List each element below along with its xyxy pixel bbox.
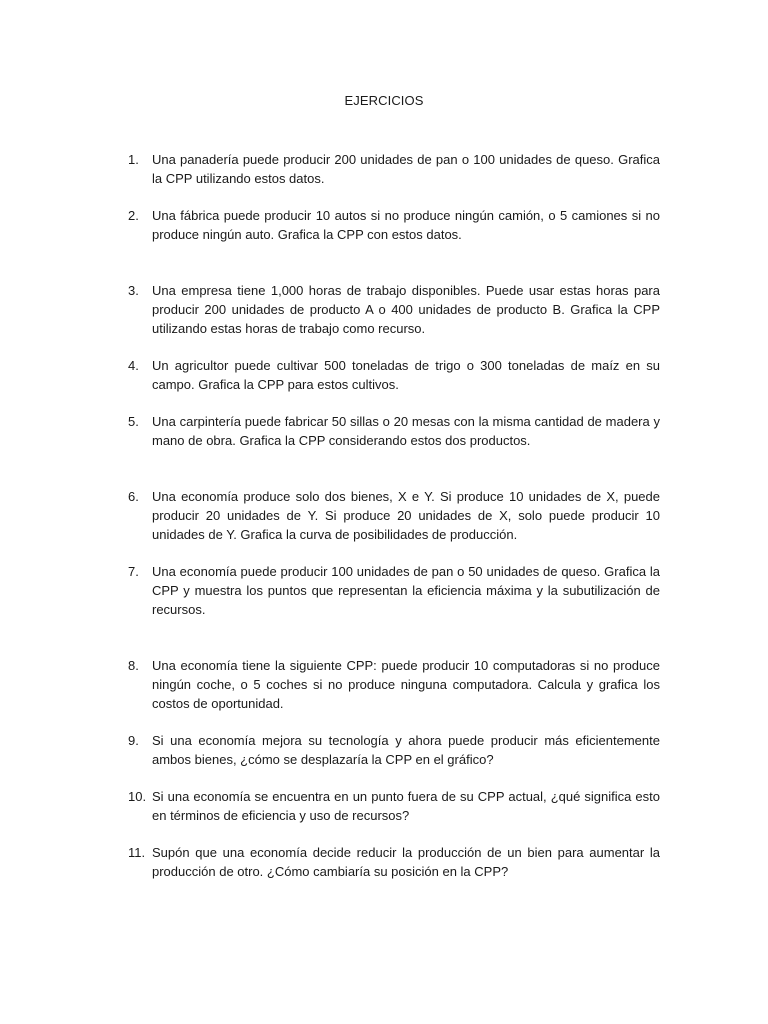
exercise-text: Una fábrica puede producir 10 autos si no produce ningún camión, o 5 camiones si no produce ningún auto. Grafica la CPP con estos datos. xyxy=(152,208,660,242)
exercise-text: Si una economía se encuentra en un punto fuera de su CPP actual, ¿qué significa esto en términos de eficiencia y uso de recursos? xyxy=(152,789,660,823)
exercise-text: Una panadería puede producir 200 unidades de pan o 100 unidades de queso. Grafica la CPP utilizando estos datos. xyxy=(152,152,660,186)
exercise-item-7 xyxy=(128,562,660,619)
exercise-item-1 xyxy=(128,150,660,188)
exercise-item-2 xyxy=(128,206,660,244)
exercise-text: Una empresa tiene 1,000 horas de trabajo disponibles. Puede usar estas horas para producir 200 unidades de producto A o 400 unidades de producto B. Grafica la CPP utilizando estas horas de trabajo como recurso. xyxy=(152,283,660,336)
exercise-number: 1. xyxy=(128,152,139,167)
exercise-number: 6. xyxy=(128,489,139,504)
exercise-number: 9. xyxy=(128,733,139,748)
document-title: EJERCICIOS xyxy=(344,93,424,108)
exercise-number: 8. xyxy=(128,658,139,673)
exercise-number: 10. xyxy=(128,789,147,804)
exercise-number: 5. xyxy=(128,414,139,429)
exercise-number: 4. xyxy=(128,358,139,373)
exercise-item-6 xyxy=(128,487,660,544)
exercise-item-3 xyxy=(128,281,660,338)
exercise-number: 7. xyxy=(128,564,139,579)
exercise-item-4 xyxy=(128,356,660,394)
exercise-text: Si una economía mejora su tecnología y ahora puede producir más eficientemente ambos bienes, ¿cómo se desplazaría la CPP en el gráfico? xyxy=(152,733,660,767)
exercise-text: Una carpintería puede fabricar 50 sillas o 20 mesas con la misma cantidad de madera y mano de obra. Grafica la CPP considerando estos dos productos. xyxy=(152,414,660,448)
exercise-text: Una economía tiene la siguiente CPP: puede producir 10 computadoras si no produce ningún coche, o 5 coches si no produce ninguna computadora. Calcula y grafica los costos de oportunidad. xyxy=(152,658,660,711)
exercise-text: Un agricultor puede cultivar 500 toneladas de trigo o 300 toneladas de maíz en su campo. Grafica la CPP para estos cultivos. xyxy=(152,358,660,392)
exercise-number: 11. xyxy=(128,845,146,860)
exercise-text: Supón que una economía decide reducir la producción de un bien para aumentar la producción de otro. ¿Cómo cambiaría su posición en la CPP? xyxy=(152,845,660,879)
exercise-number: 2. xyxy=(128,208,139,223)
exercise-number: 3. xyxy=(128,283,139,298)
exercise-item-5 xyxy=(128,412,660,450)
exercise-item-10 xyxy=(128,787,660,825)
exercise-item-11 xyxy=(128,843,660,881)
exercise-item-8 xyxy=(128,656,660,713)
exercise-item-9 xyxy=(128,731,660,769)
exercise-text: Una economía produce solo dos bienes, X e Y. Si produce 10 unidades de X, puede producir 20 unidades de Y. Si produce 20 unidades de X, solo puede producir 10 unidades de Y. Grafica la curva de posibilidades de producción. xyxy=(152,489,660,542)
exercise-text: Una economía puede producir 100 unidades de pan o 50 unidades de queso. Grafica la CPP y muestra los puntos que representan la eficiencia máxima y la subutilización de recursos. xyxy=(152,564,660,617)
